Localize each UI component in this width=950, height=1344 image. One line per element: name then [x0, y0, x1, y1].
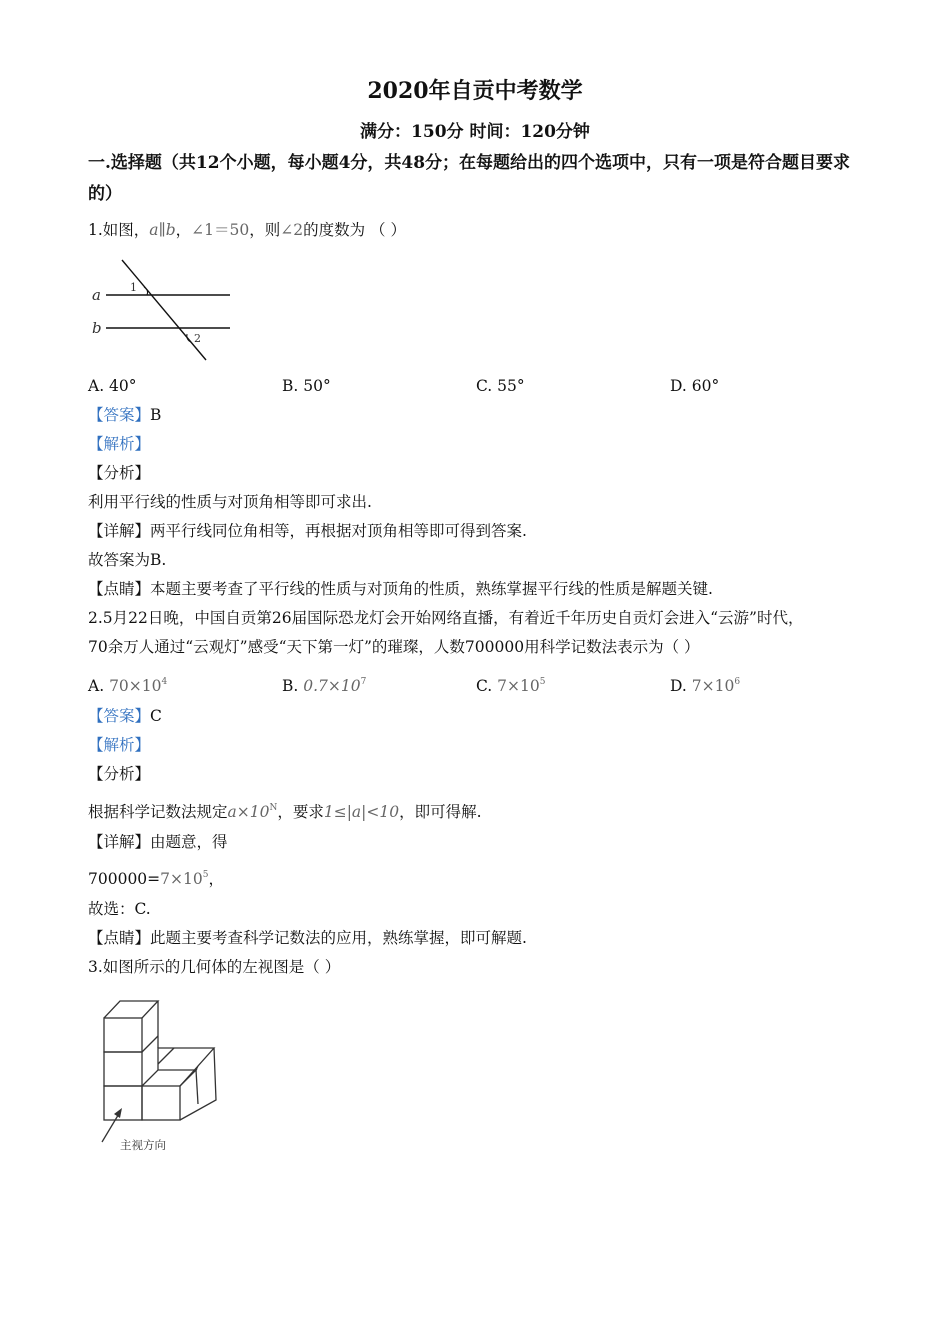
q1-jiexi: 【解析】: [88, 435, 151, 453]
answer-tag: 【答案】: [88, 406, 151, 424]
option-exp: 7: [360, 677, 367, 687]
q1-math-angle1: ∠1＝50: [191, 221, 250, 239]
page-title: 2020年自贡中考数学: [367, 78, 583, 104]
q1-stem-text: ，则: [249, 221, 281, 239]
option-base: 0.7×10: [303, 677, 361, 695]
q3-stem: 3.如图所示的几何体的左视图是（ ）: [88, 958, 341, 976]
q1-math-parallel: a∥b: [149, 221, 176, 239]
q2-answer-value: C: [150, 707, 162, 725]
q1-dianjing-text: 本题主要考查了平行线的性质与对顶角的性质，熟练掌握平行线的性质是解题关键.: [150, 580, 713, 598]
q1-stem-text: 的度数为 （ ）: [303, 221, 406, 239]
q1-label-1: 1: [130, 281, 137, 294]
q1-parallel-lines-figure: [86, 254, 246, 366]
q1-answer: [88, 404, 161, 426]
q1-fenxi: 【分析】: [88, 464, 151, 482]
page-subtitle: 满分：150分 时间：120分钟: [360, 122, 590, 142]
option-letter: B.: [282, 677, 304, 695]
q1-label-b: b: [92, 319, 102, 337]
q2-fenxi-part: 根据科学记数法规定: [88, 803, 228, 821]
q1-option-b: B. 50°: [282, 377, 331, 395]
option-exp: 4: [161, 677, 168, 687]
q2-option-c: [476, 671, 545, 697]
q1-answer-value: B: [150, 406, 162, 424]
q1-detail: [88, 520, 527, 542]
q2-answer: [88, 705, 162, 727]
q2-detail-text: 由题意，得: [150, 833, 228, 851]
q3-view-direction-label: 主视方向: [120, 1138, 166, 1152]
q1-fenxi-text: 利用平行线的性质与对顶角相等即可求出.: [88, 493, 372, 511]
q1-detail-text: 两平行线同位角相等，再根据对顶角相等即可得到答案.: [150, 522, 527, 540]
option-base: 7×10: [497, 677, 540, 695]
q1-math-angle2: ∠2: [280, 221, 304, 239]
q2-fenxi-math2: 1≤|a|<10: [323, 803, 400, 821]
q1-stem: [88, 219, 406, 241]
q1-dianjing: [88, 578, 713, 600]
q2-stem-line2: 70余万人通过“云观灯”感受“天下第一灯”的璀璨，人数700000用科学记数法表示为（ ）: [88, 638, 700, 656]
q3-cube-solid-figure: [94, 996, 230, 1156]
option-letter: D.: [670, 677, 692, 695]
answer-tag: 【答案】: [88, 707, 151, 725]
q2-option-d: [670, 671, 740, 697]
option-exp: 5: [539, 677, 546, 687]
section-heading: 一.选择题（共12个小题，每小题4分，共48分；在每题给出的四个选项中，只有一项是符合题目要求的）: [88, 153, 851, 204]
option-letter: A.: [88, 677, 110, 695]
q2-option-a: [88, 671, 167, 697]
q2-calc-part: 700000=: [88, 870, 161, 888]
dianjing-tag: 【点睛】: [88, 580, 151, 598]
q2-fenxi-math1-exp: N: [269, 803, 278, 813]
q2-option-b: [282, 671, 366, 697]
q2-fenxi-math1: a×10: [227, 803, 270, 821]
q2-jiexi: 【解析】: [88, 736, 151, 754]
detail-tag: 【详解】: [88, 833, 151, 851]
q1-option-c: C. 55°: [476, 377, 525, 395]
detail-tag: 【详解】: [88, 522, 151, 540]
option-exp: 6: [734, 677, 741, 687]
q2-calc-math: 7×10: [160, 870, 203, 888]
q1-option-d: D. 60°: [670, 377, 720, 395]
q2-fenxi-part: ，要求: [277, 803, 324, 821]
option-letter: C.: [476, 677, 498, 695]
q1-label-a: a: [92, 286, 101, 304]
option-base: 7×10: [691, 677, 735, 695]
q1-label-2: 2: [194, 332, 201, 345]
q2-calc: [88, 864, 224, 890]
q2-detail: [88, 831, 228, 853]
q1-stem-text: 1.如图，: [88, 221, 150, 239]
dianjing-tag: 【点睛】: [88, 929, 151, 947]
q2-calc-part: ，: [208, 870, 224, 888]
q2-dianjing-text: 此题主要考查科学记数法的应用，熟练掌握，即可解题.: [150, 929, 527, 947]
q2-dianjing: [88, 927, 527, 949]
q2-fenxi-text: [88, 797, 482, 823]
q2-fenxi: 【分析】: [88, 765, 151, 783]
q2-stem-line1: 2.5月22日晚，中国自贡第26届国际恐龙灯会开始网络直播，有着近千年历史自贡灯会进入“云游”时代，: [88, 609, 804, 627]
q1-conclusion: 故答案为B.: [88, 551, 167, 569]
q1-option-a: A. 40°: [88, 377, 137, 395]
option-base: 70×10: [109, 677, 162, 695]
q2-conclusion: 故选：C.: [88, 900, 151, 918]
q1-separator: ，: [175, 221, 192, 239]
q2-calc-exp: 5: [202, 870, 209, 880]
q2-fenxi-part: ，即可得解.: [399, 803, 482, 821]
